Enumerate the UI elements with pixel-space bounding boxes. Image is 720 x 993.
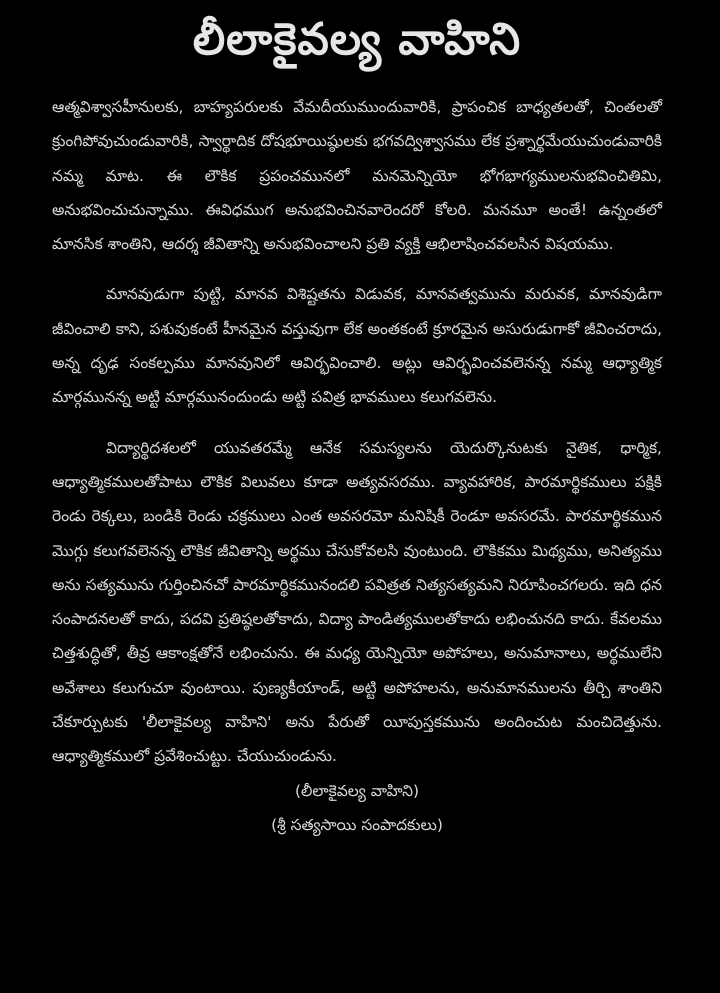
- paragraph-2: మానవుడుగా పుట్టి, మానవ విశిష్టతను విడువక, మానవత్వమును మరువక, మానవుడిగా జీవించాలి కాని, పశువుకంటే హీనమైన వస్తువుగా లేక అంతకంటే క్రూరమైన అసురుడుగాకో జీవించరాదు, అన్న దృఢ సంకల్పము మానవునిలో ఆవిర్భవించాలి. అట్లు ఆవిర్భవించవలెనన్న నమ్మ ఆధ్యాత్మిక మార్గమునన్న అట్టి మార్గమునందుండు అట్టి పవిత్ర భావములు కలుగవలెను.: [52, 285, 662, 407]
- signature-book-name: (లీలాకైవల్య వాహిని): [294, 781, 420, 800]
- paragraph-1: ఆత్మవిశ్వాసహీనులకు, బాహ్యపరులకు వేమదీయుముందువారికి, ప్రాపంచిక బాధ్యతలతో, చింతలతో క్రుంగిపోవుచుండువారికి, స్వార్థాదిక దోషభూయిష్ఠులకు భగవద్విశ్వాసము లేక ప్రశ్నార్థమేయుచుండువారికి నమ్మ మాట. ఈ లౌకిక ప్రపంచమునలో మనమెన్నియో భోగభాగ్యములనుభవించితిమి, అనుభవించుచున్నాము. ఈవిధముగ అనుభవించినవారెందరో కోలరి. మనమూ అంతే! ఉన్నంతలో మానసిక శాంతిని, ఆదర్శ జీవితాన్ని అనుభవించాలని ప్రతి వ్యక్తి ఆభిలాషించవలసిన విషయము.: [52, 98, 662, 254]
- page-title: లీలాకైవల్య వాహిని: [192, 14, 522, 65]
- paragraph-3: విద్యార్థిదశలలో యువతరమ్మే ఆనేక సమస్యలను యెదుర్కొనుటకు నైతిక, ధార్మిక, ఆధ్యాత్మికములతోపాటు లౌకిక విలువలు కూడా అత్యవసరము. వ్యావహారిక, పారమార్థికములు పక్షికి రెండు రెక్కలు, బండికి రెండు చక్రములు ఎంత అవసరమో మనిషికీ రెండూ అవసరమే. పారమార్థికమున మొగ్గు కలుగవలెనన్న లౌకిక జీవితాన్ని అర్థము చేసుకోవలసి వుంటుంది. లౌకికము మిథ్యము, అనిత్యము అను సత్యమును గుర్తించినచో పారమార్థికమునందలి పవిత్రత నిత్యసత్యమని నిరూపించగలరు. ఇది ధన సంపాదనలతో కాదు, పదవి ప్రతిష్ఠలతోకాదు, విద్యా పాండిత్యములతోకాదు లభించునది కాదు. కేవలము చిత్తశుద్ధితో, తీవ్ర ఆకాంక్షతోనే లభించును. ఈ మధ్య యెన్నియో అపోహలు, అనుమానాలు, అర్థములేని అవేశాలు కలుగుచూ వుంటాయి. పుణ్యకీయాండ్, అట్టి అపోహలను, అనుమానములను తీర్చి శాంతిని చేకూర్చుటకు 'లీలాకైవల్య వాహిని' అను పేరుతో యీపుస్తకమును అందించుట మంచిదెత్తును. ఆధ్యాత్మికములో ప్రవేశించుట్టు. చేయుచుండును.: [52, 438, 662, 766]
- signature-publisher: (శ్రీ సత్యసాయి సంపాదకులు): [271, 815, 443, 834]
